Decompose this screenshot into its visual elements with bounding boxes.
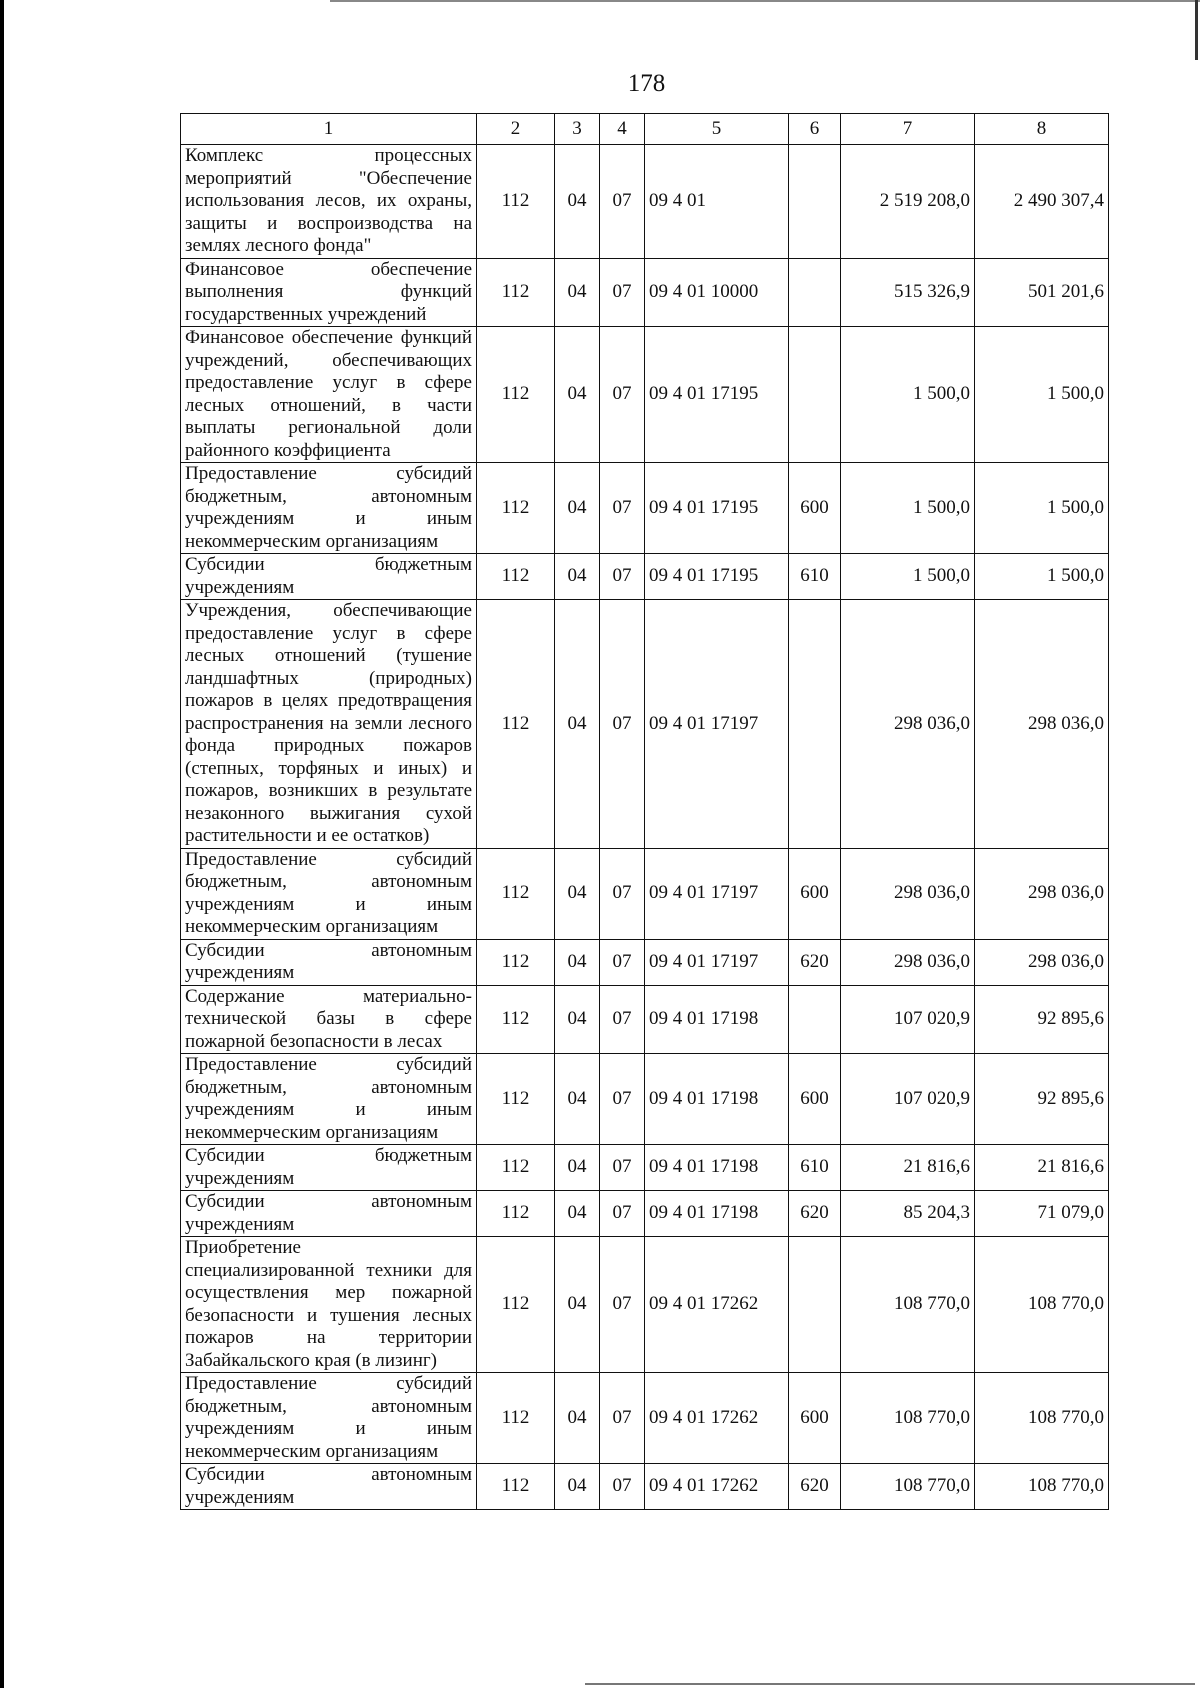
section-code: 04 bbox=[555, 985, 600, 1054]
section-code: 04 bbox=[555, 939, 600, 985]
expense-type-code bbox=[789, 1237, 841, 1373]
item-name: Субсидии бюджетным учреждениям bbox=[181, 554, 477, 600]
section-code: 04 bbox=[555, 1373, 600, 1464]
amount-year-1: 108 770,0 bbox=[841, 1464, 975, 1510]
expense-type-code bbox=[789, 327, 841, 463]
target-article-code: 09 4 01 17197 bbox=[645, 600, 789, 849]
amount-year-1: 85 204,3 bbox=[841, 1191, 975, 1237]
amount-year-2: 1 500,0 bbox=[975, 463, 1109, 554]
scan-right-mark bbox=[1195, 0, 1198, 60]
amount-year-2: 71 079,0 bbox=[975, 1191, 1109, 1237]
item-name: Финансовое обеспечение функций учреждений, обеспечивающих предоставление услуг в сфере лесных отношений, в части выплаты региональной доли районного коэффициента bbox=[181, 327, 477, 463]
amount-year-2: 92 895,6 bbox=[975, 1054, 1109, 1145]
expense-type-code: 600 bbox=[789, 1373, 841, 1464]
column-header: 8 bbox=[975, 114, 1109, 145]
scan-bottom-line bbox=[585, 1683, 1195, 1685]
table-row bbox=[181, 985, 1109, 1054]
target-article-code: 09 4 01 17197 bbox=[645, 939, 789, 985]
item-name: Комплекс процессных мероприятий "Обеспечение использования лесов, их охраны, защиты и воспроизводства на землях лесного фонда" bbox=[181, 145, 477, 259]
amount-year-2: 501 201,6 bbox=[975, 258, 1109, 327]
table-row bbox=[181, 258, 1109, 327]
ministry-code: 112 bbox=[477, 848, 555, 939]
expense-type-code: 600 bbox=[789, 848, 841, 939]
table-row bbox=[181, 1054, 1109, 1145]
expense-type-code: 620 bbox=[789, 939, 841, 985]
column-header: 3 bbox=[555, 114, 600, 145]
table-row bbox=[181, 554, 1109, 600]
amount-year-1: 107 020,9 bbox=[841, 985, 975, 1054]
item-name: Финансовое обеспечение выполнения функций государственных учреждений bbox=[181, 258, 477, 327]
item-name: Субсидии автономным учреждениям bbox=[181, 1464, 477, 1510]
ministry-code: 112 bbox=[477, 327, 555, 463]
ministry-code: 112 bbox=[477, 1373, 555, 1464]
amount-year-2: 1 500,0 bbox=[975, 554, 1109, 600]
section-code: 04 bbox=[555, 1145, 600, 1191]
amount-year-2: 298 036,0 bbox=[975, 848, 1109, 939]
subsection-code: 07 bbox=[600, 327, 645, 463]
amount-year-1: 108 770,0 bbox=[841, 1373, 975, 1464]
expense-type-code: 600 bbox=[789, 463, 841, 554]
expense-type-code: 620 bbox=[789, 1464, 841, 1510]
amount-year-1: 1 500,0 bbox=[841, 554, 975, 600]
amount-year-1: 515 326,9 bbox=[841, 258, 975, 327]
amount-year-1: 298 036,0 bbox=[841, 848, 975, 939]
amount-year-1: 1 500,0 bbox=[841, 463, 975, 554]
subsection-code: 07 bbox=[600, 1237, 645, 1373]
section-code: 04 bbox=[555, 848, 600, 939]
header-row bbox=[181, 114, 1109, 145]
item-name: Предоставление субсидий бюджетным, автономным учреждениям и иным некоммерческим организациям bbox=[181, 1054, 477, 1145]
subsection-code: 07 bbox=[600, 258, 645, 327]
item-name: Учреждения, обеспечивающие предоставление услуг в сфере лесных отношений (тушение ландшафтных (природных) пожаров в целях предотвращения распространения на земли лесного фонда природных пожаров (степных, торфяных и иных) и пожаров, возникших в результате незаконного выжигания сухой растительности и ее остатков) bbox=[181, 600, 477, 849]
ministry-code: 112 bbox=[477, 145, 555, 259]
amount-year-2: 108 770,0 bbox=[975, 1237, 1109, 1373]
table-row bbox=[181, 1464, 1109, 1510]
subsection-code: 07 bbox=[600, 1464, 645, 1510]
table-row bbox=[181, 600, 1109, 849]
section-code: 04 bbox=[555, 600, 600, 849]
expense-type-code bbox=[789, 145, 841, 259]
item-name: Приобретение специализированной техники для осуществления мер пожарной безопасности и тушения лесных пожаров на территории Забайкальского края (в лизинг) bbox=[181, 1237, 477, 1373]
target-article-code: 09 4 01 17195 bbox=[645, 463, 789, 554]
expense-type-code: 610 bbox=[789, 554, 841, 600]
ministry-code: 112 bbox=[477, 1237, 555, 1373]
ministry-code: 112 bbox=[477, 258, 555, 327]
amount-year-2: 92 895,6 bbox=[975, 985, 1109, 1054]
amount-year-2: 2 490 307,4 bbox=[975, 145, 1109, 259]
amount-year-1: 108 770,0 bbox=[841, 1237, 975, 1373]
section-code: 04 bbox=[555, 1054, 600, 1145]
expense-type-code bbox=[789, 258, 841, 327]
ministry-code: 112 bbox=[477, 1191, 555, 1237]
subsection-code: 07 bbox=[600, 985, 645, 1054]
ministry-code: 112 bbox=[477, 554, 555, 600]
amount-year-2: 1 500,0 bbox=[975, 327, 1109, 463]
target-article-code: 09 4 01 17195 bbox=[645, 327, 789, 463]
ministry-code: 112 bbox=[477, 985, 555, 1054]
item-name: Субсидии бюджетным учреждениям bbox=[181, 1145, 477, 1191]
target-article-code: 09 4 01 17195 bbox=[645, 554, 789, 600]
item-name: Субсидии автономным учреждениям bbox=[181, 939, 477, 985]
column-header: 6 bbox=[789, 114, 841, 145]
subsection-code: 07 bbox=[600, 463, 645, 554]
subsection-code: 07 bbox=[600, 145, 645, 259]
amount-year-1: 21 816,6 bbox=[841, 1145, 975, 1191]
subsection-code: 07 bbox=[600, 1373, 645, 1464]
item-name: Предоставление субсидий бюджетным, автономным учреждениям и иным некоммерческим организациям bbox=[181, 848, 477, 939]
ministry-code: 112 bbox=[477, 1145, 555, 1191]
scan-left-edge bbox=[0, 0, 4, 1688]
target-article-code: 09 4 01 17198 bbox=[645, 1054, 789, 1145]
item-name: Содержание материально-технической базы в сфере пожарной безопасности в лесах bbox=[181, 985, 477, 1054]
table-row bbox=[181, 145, 1109, 259]
amount-year-1: 2 519 208,0 bbox=[841, 145, 975, 259]
section-code: 04 bbox=[555, 327, 600, 463]
subsection-code: 07 bbox=[600, 554, 645, 600]
item-name: Субсидии автономным учреждениям bbox=[181, 1191, 477, 1237]
section-code: 04 bbox=[555, 1191, 600, 1237]
table-row bbox=[181, 848, 1109, 939]
amount-year-2: 298 036,0 bbox=[975, 939, 1109, 985]
expense-type-code: 600 bbox=[789, 1054, 841, 1145]
subsection-code: 07 bbox=[600, 1054, 645, 1145]
table-row bbox=[181, 463, 1109, 554]
expense-type-code: 620 bbox=[789, 1191, 841, 1237]
table-row bbox=[181, 939, 1109, 985]
amount-year-2: 21 816,6 bbox=[975, 1145, 1109, 1191]
subsection-code: 07 bbox=[600, 600, 645, 849]
item-name: Предоставление субсидий бюджетным, автономным учреждениям и иным некоммерческим организациям bbox=[181, 463, 477, 554]
target-article-code: 09 4 01 17198 bbox=[645, 1145, 789, 1191]
subsection-code: 07 bbox=[600, 939, 645, 985]
subsection-code: 07 bbox=[600, 848, 645, 939]
amount-year-2: 298 036,0 bbox=[975, 600, 1109, 849]
target-article-code: 09 4 01 17262 bbox=[645, 1464, 789, 1510]
expense-type-code bbox=[789, 985, 841, 1054]
item-name: Предоставление субсидий бюджетным, автономным учреждениям и иным некоммерческим организациям bbox=[181, 1373, 477, 1464]
column-header: 2 bbox=[477, 114, 555, 145]
amount-year-1: 1 500,0 bbox=[841, 327, 975, 463]
column-header: 4 bbox=[600, 114, 645, 145]
section-code: 04 bbox=[555, 145, 600, 259]
scan-top-line bbox=[330, 0, 1200, 2]
column-header: 5 bbox=[645, 114, 789, 145]
ministry-code: 112 bbox=[477, 600, 555, 849]
ministry-code: 112 bbox=[477, 463, 555, 554]
page-number: 178 bbox=[627, 70, 666, 97]
section-code: 04 bbox=[555, 463, 600, 554]
section-code: 04 bbox=[555, 554, 600, 600]
section-code: 04 bbox=[555, 1237, 600, 1373]
ministry-code: 112 bbox=[477, 1054, 555, 1145]
table-row bbox=[181, 1373, 1109, 1464]
expense-type-code bbox=[789, 600, 841, 849]
ministry-code: 112 bbox=[477, 939, 555, 985]
amount-year-2: 108 770,0 bbox=[975, 1373, 1109, 1464]
target-article-code: 09 4 01 17197 bbox=[645, 848, 789, 939]
target-article-code: 09 4 01 17198 bbox=[645, 1191, 789, 1237]
subsection-code: 07 bbox=[600, 1145, 645, 1191]
ministry-code: 112 bbox=[477, 1464, 555, 1510]
expense-type-code: 610 bbox=[789, 1145, 841, 1191]
section-code: 04 bbox=[555, 1464, 600, 1510]
subsection-code: 07 bbox=[600, 1191, 645, 1237]
target-article-code: 09 4 01 10000 bbox=[645, 258, 789, 327]
table-row bbox=[181, 1237, 1109, 1373]
budget-table bbox=[180, 113, 1109, 1510]
target-article-code: 09 4 01 bbox=[645, 145, 789, 259]
table-row bbox=[181, 1191, 1109, 1237]
amount-year-2: 108 770,0 bbox=[975, 1464, 1109, 1510]
column-header: 7 bbox=[841, 114, 975, 145]
column-header: 1 bbox=[181, 114, 477, 145]
section-code: 04 bbox=[555, 258, 600, 327]
amount-year-1: 298 036,0 bbox=[841, 600, 975, 849]
target-article-code: 09 4 01 17198 bbox=[645, 985, 789, 1054]
table-row bbox=[181, 327, 1109, 463]
amount-year-1: 107 020,9 bbox=[841, 1054, 975, 1145]
amount-year-1: 298 036,0 bbox=[841, 939, 975, 985]
target-article-code: 09 4 01 17262 bbox=[645, 1237, 789, 1373]
target-article-code: 09 4 01 17262 bbox=[645, 1373, 789, 1464]
table-row bbox=[181, 1145, 1109, 1191]
